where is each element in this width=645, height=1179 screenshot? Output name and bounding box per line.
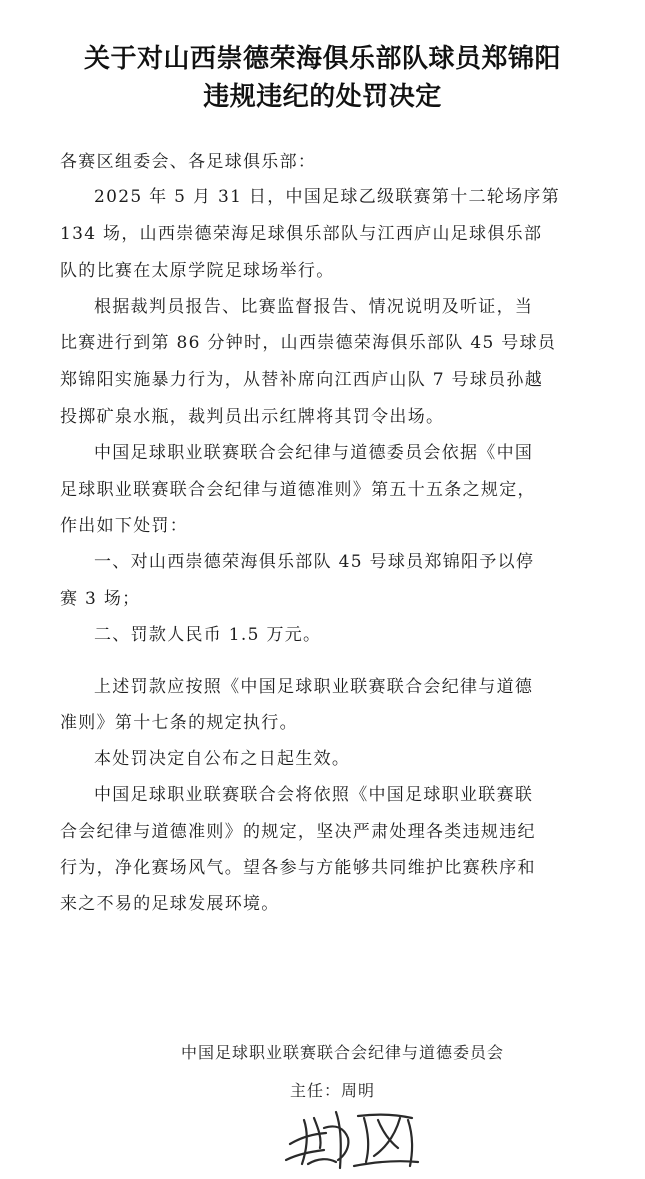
document-title-line-1: 关于对山西崇德荣海俱乐部队球员郑锦阳 — [83, 44, 561, 74]
paragraph-2-line-1: 根据裁判员报告、比赛监督报告、情况说明及听证，当 — [94, 297, 534, 317]
paragraph-2-line-3: 郑锦阳实施暴力行为，从替补席向江西庐山队 7 号球员孙越 — [60, 370, 544, 390]
paragraph-6-line-1: 中国足球职业联赛联合会将依照《中国足球职业联赛联 — [94, 785, 534, 805]
penalty-1-line-1: 一、对山西崇德荣海俱乐部队 45 号球员郑锦阳予以停 — [94, 552, 535, 572]
paragraph-6-line-3: 行为，净化赛场风气。望各参与方能够共同维护比赛秩序和 — [60, 858, 536, 878]
paragraph-2-line-2: 比赛进行到第 86 分钟时，山西崇德荣海俱乐部队 45 号球员 — [60, 333, 557, 353]
paragraph-1-line-1: 2025 年 5 月 31 日，中国足球乙级联赛第十二轮场序第 — [94, 187, 561, 207]
paragraph-5: 本处罚决定自公布之日起生效。 — [94, 749, 351, 769]
paragraph-1-line-3: 队的比赛在太原学院足球场举行。 — [60, 261, 335, 281]
signature-organization: 中国足球职业联赛联合会纪律与道德委员会 — [180, 1043, 504, 1062]
paragraph-4-line-1: 上述罚款应按照《中国足球职业联赛联合会纪律与道德 — [94, 677, 534, 697]
salutation: 各赛区组委会、各足球俱乐部： — [60, 152, 317, 172]
paragraph-2-line-4: 投掷矿泉水瓶，裁判员出示红牌将其罚令出场。 — [60, 407, 445, 427]
paragraph-4-line-2: 准则》第十七条的规定执行。 — [60, 713, 298, 733]
paragraph-3-line-1: 中国足球职业联赛联合会纪律与道德委员会依据《中国 — [94, 443, 534, 463]
signature-chair: 主任：周明 — [290, 1081, 376, 1100]
handwritten-signature — [278, 1098, 428, 1176]
penalty-2: 二、罚款人民币 1.5 万元。 — [94, 625, 322, 645]
paragraph-6-line-4: 来之不易的足球发展环境。 — [60, 894, 280, 914]
paragraph-6-line-2: 合会纪律与道德准则》的规定，坚决严肃处理各类违规违纪 — [60, 822, 536, 842]
penalty-1-line-2: 赛 3 场； — [60, 589, 141, 609]
document-title-line-2: 违规违纪的处罚决定 — [203, 82, 442, 112]
paragraph-3-line-2: 足球职业联赛联合会纪律与道德准则》第五十五条之规定， — [60, 480, 536, 500]
paragraph-3-line-3: 作出如下处罚： — [60, 516, 189, 536]
paragraph-1-line-2: 134 场，山西崇德荣海足球俱乐部队与江西庐山足球俱乐部 — [60, 224, 543, 244]
